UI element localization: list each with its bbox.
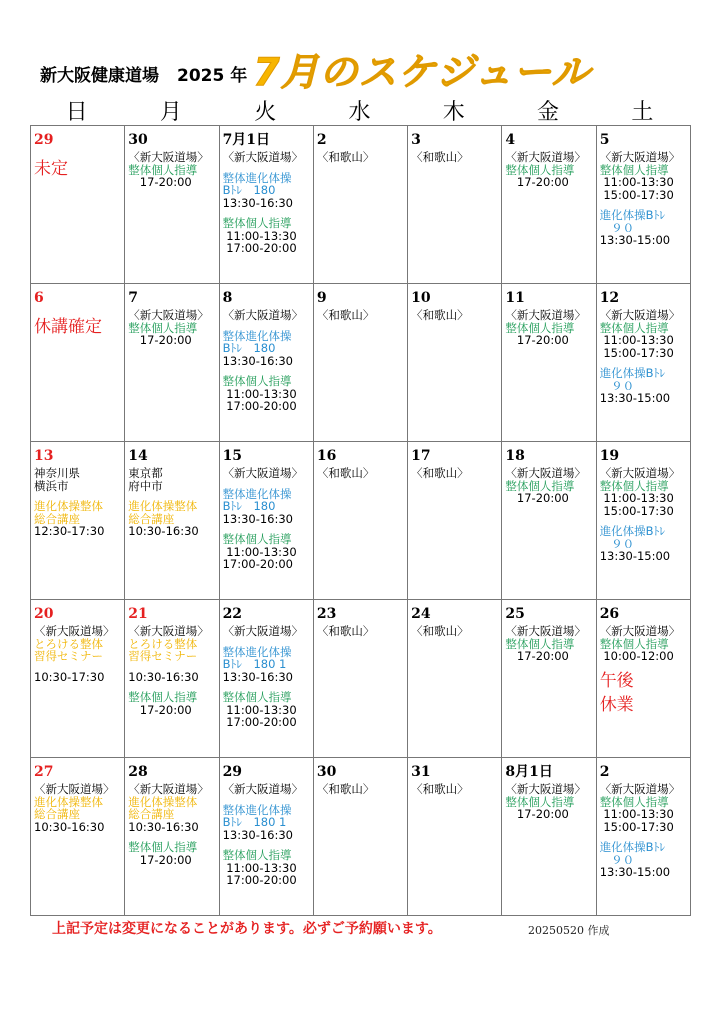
schedule-line: 〈新大阪道場〉 <box>222 782 304 796</box>
day-number: 24 <box>411 606 431 622</box>
schedule-line: 整体個人指導 <box>599 320 669 335</box>
schedule-line: 進化体操Bﾄﾚ <box>599 366 666 380</box>
schedule-line: Bﾄﾚ 180 <box>222 341 276 355</box>
footer-notice: 上記予定は変更になることがあります。必ずご予約願います。 <box>52 921 442 937</box>
schedule-line: 総合講座 <box>128 807 175 821</box>
weekday-wed: 水 <box>348 100 372 125</box>
schedule-line: 〈新大阪道場〉 <box>222 308 304 322</box>
day-number: 29 <box>34 132 54 148</box>
day-cell <box>125 284 219 442</box>
schedule-line: ９０ <box>599 220 635 235</box>
schedule-line: 17-20:00 <box>505 175 569 189</box>
schedule-line: 11:00-13:30 <box>222 544 297 559</box>
schedule-line: 17-20:00 <box>128 852 192 867</box>
schedule-line: 〈和歌山〉 <box>316 150 375 164</box>
schedule-line: 15:00-17:30 <box>599 503 674 518</box>
schedule-line: 〈和歌山〉 <box>411 308 469 322</box>
schedule-line: 〈和歌山〉 <box>411 150 469 164</box>
schedule-line: 13:30-16:30 <box>222 511 293 526</box>
schedule-line: ９０ <box>599 852 635 867</box>
day-number: 9 <box>316 290 327 306</box>
schedule-line: 〈新大阪道場〉 <box>599 466 681 480</box>
schedule-line: 〈和歌山〉 <box>316 466 375 480</box>
schedule-line: 整体個人指導 <box>505 636 575 651</box>
schedule-line: 〈新大阪道場〉 <box>222 624 304 638</box>
day-number: 25 <box>505 606 525 622</box>
schedule-line: 〈新大阪道場〉 <box>34 782 115 796</box>
day-cell <box>502 442 596 600</box>
schedule-line: 13:30-15:00 <box>599 865 671 879</box>
day-cell <box>125 442 219 600</box>
schedule-line: 〈新大阪道場〉 <box>599 782 681 796</box>
day-cell <box>125 126 219 284</box>
calendar-week <box>31 126 691 284</box>
schedule-line: 整体個人指導 <box>222 216 292 230</box>
schedule-line: 13:30-16:30 <box>222 195 293 210</box>
schedule-line: 整体個人指導 <box>599 636 669 651</box>
day-cell <box>31 126 125 284</box>
weekday-header <box>30 95 690 126</box>
schedule-line: 整体個人指導 <box>222 690 292 704</box>
day-notice-line: 休業 <box>599 694 634 715</box>
schedule-line: 15:00-17:30 <box>599 819 674 834</box>
day-cell <box>313 442 407 600</box>
schedule-line: 17-20:00 <box>505 807 569 821</box>
day-number: 3 <box>411 132 421 148</box>
day-notice-line: 未定 <box>34 159 68 179</box>
day-number: 7月1日 <box>222 132 271 148</box>
schedule-line: 整体個人指導 <box>222 532 292 546</box>
schedule-line: 総合講座 <box>34 511 80 526</box>
day-cell <box>596 284 690 442</box>
schedule-line: 〈和歌山〉 <box>316 308 375 322</box>
day-cell <box>408 126 502 284</box>
schedule-line: Bﾄﾚ 180 1 <box>222 815 287 829</box>
schedule-line: 総合講座 <box>128 511 175 526</box>
day-cell <box>31 442 125 600</box>
schedule-line: 進化体操Bﾄﾚ <box>599 840 666 854</box>
day-number: 11 <box>505 290 525 306</box>
day-number: 16 <box>316 448 337 464</box>
schedule-line: 習得セミナー <box>128 649 198 663</box>
schedule-line: 17-20:00 <box>505 649 569 663</box>
schedule-line: 整体進化体操 <box>222 802 292 817</box>
day-cell <box>31 600 125 758</box>
schedule-line: 整体個人指導 <box>505 320 575 335</box>
schedule-line: 〈和歌山〉 <box>411 782 469 796</box>
schedule-line: 〈新大阪道場〉 <box>34 624 115 638</box>
day-cell <box>313 126 407 284</box>
schedule-line: Bﾄﾚ 180 <box>222 183 276 197</box>
year-label: 2025 年 <box>177 66 248 86</box>
schedule-line: 13:30-16:30 <box>222 827 293 842</box>
schedule-line: 〈和歌山〉 <box>411 466 469 480</box>
day-cell <box>219 284 313 442</box>
schedule-line: 進化体操整体 <box>34 499 103 513</box>
day-cell <box>313 284 407 442</box>
schedule-line: 〈新大阪道場〉 <box>128 624 209 638</box>
schedule-line: 13:30-16:30 <box>222 669 293 684</box>
day-number: 19 <box>599 448 620 464</box>
schedule-line: 〈新大阪道場〉 <box>505 466 586 480</box>
schedule-line: ９０ <box>599 378 635 393</box>
schedule-line: 〈新大阪道場〉 <box>128 308 209 322</box>
schedule-line: 17:00-20:00 <box>222 557 293 571</box>
schedule-line: 整体個人指導 <box>222 374 292 388</box>
schedule-line: Bﾄﾚ 180 1 <box>222 657 287 671</box>
schedule-line: 進化体操整体 <box>128 794 198 809</box>
schedule-line: 17-20:00 <box>128 333 192 347</box>
day-number: 14 <box>128 448 148 464</box>
day-number: 22 <box>222 606 243 622</box>
schedule-line: 〈新大阪道場〉 <box>222 466 304 480</box>
schedule-line: 〈新大阪道場〉 <box>222 150 304 164</box>
schedule-line: 〈新大阪道場〉 <box>505 782 586 796</box>
schedule-line: 12:30-17:30 <box>34 524 105 538</box>
schedule-line: 〈新大阪道場〉 <box>599 308 681 322</box>
schedule-line: 17-20:00 <box>505 491 569 505</box>
day-number: 10 <box>411 290 431 306</box>
schedule-line: 〈新大阪道場〉 <box>599 150 681 164</box>
day-cell <box>219 758 313 916</box>
day-number: 23 <box>316 606 337 622</box>
schedule-line: 15:00-17:30 <box>599 345 674 360</box>
day-cell <box>408 284 502 442</box>
day-number: 31 <box>411 764 431 780</box>
day-cell <box>596 126 690 284</box>
day-number: 2 <box>316 132 327 148</box>
day-number: 30 <box>128 132 148 148</box>
day-cell <box>313 758 407 916</box>
day-number: 30 <box>316 764 337 780</box>
schedule-line: とろける整体 <box>128 636 198 651</box>
schedule-line: 整体個人指導 <box>222 848 292 862</box>
schedule-line: 府中市 <box>128 478 163 493</box>
schedule-line: 10:30-16:30 <box>128 524 199 538</box>
schedule-line: 13:30-15:00 <box>599 233 671 247</box>
schedule-line: 11:00-13:30 <box>222 860 297 875</box>
schedule-line: 11:00-13:30 <box>599 807 674 821</box>
day-number: 2 <box>599 764 610 780</box>
schedule-line: 進化体操整体 <box>34 794 103 809</box>
day-cell <box>219 442 313 600</box>
day-number: 7 <box>128 290 139 306</box>
schedule-line: 総合講座 <box>34 807 80 821</box>
day-notice <box>600 669 687 717</box>
day-notice-line: 午後 <box>599 670 634 691</box>
schedule-line: 整体個人指導 <box>128 840 198 854</box>
schedule-line: 17:00-20:00 <box>222 715 297 729</box>
calendar-grid <box>30 125 691 916</box>
schedule-line: 神奈川県 <box>34 466 80 480</box>
schedule-line: 〈和歌山〉 <box>316 624 375 638</box>
weekday-thu: 木 <box>442 100 466 125</box>
day-notice-line: 休講確定 <box>34 317 102 337</box>
weekday-fri: 金 <box>537 100 561 125</box>
day-number: 28 <box>128 764 148 780</box>
schedule-line: 〈新大阪道場〉 <box>505 308 586 322</box>
schedule-line: 13:30-15:00 <box>599 549 671 563</box>
day-cell <box>502 126 596 284</box>
day-cell <box>31 758 125 916</box>
day-cell <box>596 442 690 600</box>
created-date: 20250520 作成 <box>528 924 610 937</box>
day-number: 13 <box>34 448 54 464</box>
schedule-line: 11:00-13:30 <box>222 386 297 401</box>
calendar-week <box>31 284 691 442</box>
schedule-line: 10:30-16:30 <box>128 819 199 834</box>
schedule-line: 〈和歌山〉 <box>316 782 375 796</box>
schedule-line: 13:30-15:00 <box>599 391 671 405</box>
weekday-sun: 日 <box>65 100 89 125</box>
schedule-line: 10:30-16:30 <box>128 669 199 684</box>
day-notice <box>34 157 121 181</box>
dojo-name: 新大阪健康道場 <box>40 66 159 86</box>
schedule-line: 17:00-20:00 <box>222 873 297 887</box>
schedule-line: 進化体操整体 <box>128 499 198 513</box>
day-cell <box>502 600 596 758</box>
schedule-line: 〈新大阪道場〉 <box>505 624 586 638</box>
day-number: 29 <box>222 764 243 780</box>
day-cell <box>502 284 596 442</box>
day-cell <box>31 284 125 442</box>
schedule-line: Bﾄﾚ 180 <box>222 499 276 513</box>
schedule-line: とろける整体 <box>34 636 103 651</box>
day-number: 8月1日 <box>505 764 553 780</box>
day-number: 26 <box>599 606 620 622</box>
schedule-line: 15:00-17:30 <box>599 187 674 202</box>
schedule-line: 10:00-12:00 <box>599 649 674 663</box>
schedule-line: 17-20:00 <box>128 702 192 717</box>
day-notice <box>34 315 121 339</box>
day-cell <box>125 600 219 758</box>
schedule-line: 11:00-13:30 <box>222 228 297 243</box>
day-number: 27 <box>34 764 54 780</box>
month-title: 7月のスケジュール <box>253 50 591 94</box>
schedule-line: 整体個人指導 <box>505 478 575 493</box>
schedule-line: 整体個人指導 <box>505 162 575 177</box>
day-cell <box>408 758 502 916</box>
schedule-line: ９０ <box>599 536 635 551</box>
schedule-line: 整体個人指導 <box>128 690 198 704</box>
schedule-line: 〈新大阪道場〉 <box>505 150 586 164</box>
day-cell <box>125 758 219 916</box>
schedule-line: 進化体操Bﾄﾚ <box>599 208 666 222</box>
schedule-line: 17:00-20:00 <box>222 399 297 413</box>
day-cell <box>408 600 502 758</box>
calendar-week <box>31 600 691 758</box>
schedule-line: 整体個人指導 <box>599 794 669 809</box>
schedule-line: 11:00-13:30 <box>599 175 674 189</box>
day-number: 6 <box>34 290 44 306</box>
weekday-tue: 火 <box>254 100 278 125</box>
schedule-line: 整体進化体操 <box>222 644 292 659</box>
schedule-line: 17:00-20:00 <box>222 241 297 255</box>
schedule-line: 〈新大阪道場〉 <box>599 624 681 638</box>
day-number: 4 <box>505 132 516 148</box>
schedule-line: 整体進化体操 <box>222 170 292 185</box>
day-cell <box>596 600 690 758</box>
day-cell <box>219 126 313 284</box>
schedule-line: 〈新大阪道場〉 <box>128 150 209 164</box>
schedule-line: 整体進化体操 <box>222 486 292 501</box>
schedule-line: 整体個人指導 <box>599 162 669 177</box>
schedule-line: 17-20:00 <box>128 175 192 189</box>
day-number: 18 <box>505 448 525 464</box>
schedule-line: 東京都 <box>128 466 163 480</box>
day-number: 17 <box>411 448 431 464</box>
schedule-line: 整体個人指導 <box>128 320 198 335</box>
schedule-line: 11:00-13:30 <box>222 702 297 717</box>
schedule-line: 習得セミナー <box>34 649 103 663</box>
schedule-line: 11:00-13:30 <box>599 491 674 505</box>
schedule-line: 11:00-13:30 <box>599 333 674 347</box>
day-cell <box>408 442 502 600</box>
weekday-mon: 月 <box>159 100 183 125</box>
calendar-week <box>31 758 691 916</box>
day-cell <box>596 758 690 916</box>
schedule-line: 10:30-16:30 <box>34 819 105 834</box>
calendar-week <box>31 442 691 600</box>
schedule-line: 13:30-16:30 <box>222 353 293 368</box>
schedule-line: 17-20:00 <box>505 333 569 347</box>
schedule-line: 10:30-17:30 <box>34 669 105 684</box>
weekday-sat: 土 <box>631 100 655 125</box>
day-number: 21 <box>128 606 148 622</box>
schedule-line: 整体個人指導 <box>505 794 575 809</box>
schedule-line: 横浜市 <box>34 478 69 493</box>
day-cell <box>219 600 313 758</box>
schedule-line: 整体個人指導 <box>599 478 669 493</box>
day-number: 20 <box>34 606 54 622</box>
day-cell <box>502 758 596 916</box>
day-number: 8 <box>222 290 233 306</box>
day-number: 5 <box>599 132 610 148</box>
schedule-line: 進化体操Bﾄﾚ <box>599 524 666 538</box>
day-number: 12 <box>599 290 620 306</box>
schedule-line: 整体進化体操 <box>222 328 292 343</box>
schedule-line: 整体個人指導 <box>128 162 198 177</box>
schedule-line: 〈和歌山〉 <box>411 624 469 638</box>
day-number: 15 <box>222 448 243 464</box>
day-cell <box>313 600 407 758</box>
schedule-line: 〈新大阪道場〉 <box>128 782 209 796</box>
page-title <box>40 52 590 92</box>
